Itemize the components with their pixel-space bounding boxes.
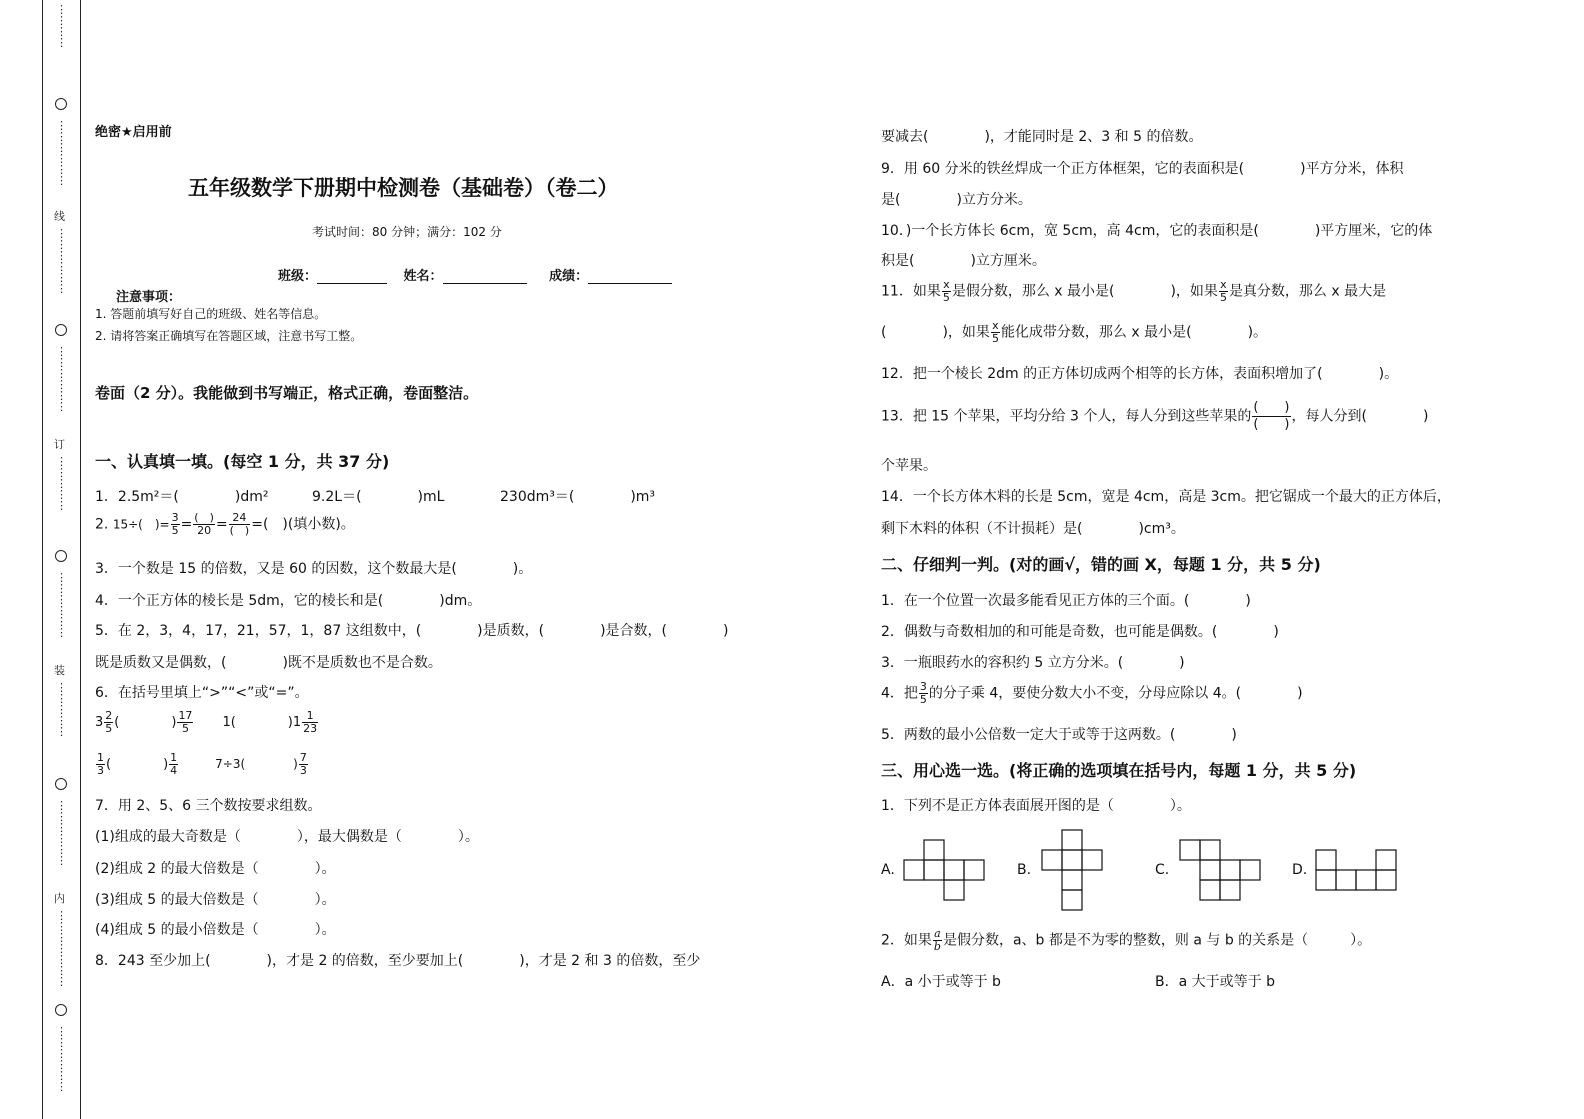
choice-2 <box>881 928 1371 953</box>
question-10b: 积是( )立方厘米。 <box>881 253 1046 269</box>
question-4: 4．一个正方体的棱长是 5dm，它的棱长和是( )dm。 <box>95 593 482 609</box>
notice-title: 注意事项： <box>116 290 182 305</box>
question-7-3: (3)组成 5 的最大倍数是（ ）。 <box>95 892 336 908</box>
q2-end: =( )(填小数)。 <box>251 516 355 533</box>
question-5b: 既是质数又是偶数，( )既不是质数也不是合数。 <box>95 655 442 671</box>
q11-text: 是真分数，那么 x 最大是 <box>1228 283 1387 300</box>
question-9a: 9．用 60 分米的铁丝焊成一个正方体框架，它的表面积是( )平方分米，体积 <box>881 161 1404 177</box>
net-d-diagram <box>1316 850 1400 892</box>
judge-2: 2．偶数与奇数相加的和可能是奇数，也可能是偶数。( ) <box>881 624 1279 640</box>
q6-fraction: $\frac{1}{23}$ <box>303 709 318 735</box>
binding-dots: ⋮ ⋮ ⋮ ⋮ <box>56 3 67 49</box>
judge-5: 5．两数的最小公倍数一定大于或等于这两数。( ) <box>881 727 1237 743</box>
section-1-title: 一、认真填一填。(每空 1 分，共 37 分) <box>95 452 390 471</box>
q6-fraction: $\frac{1}{3}$ <box>97 751 104 777</box>
question-12: 12．把一个棱长 2dm 的正方体切成两个相等的长方体，表面积增加了( )。 <box>881 366 1399 382</box>
q6-blank: ( ) <box>106 757 169 772</box>
binding-line-inner <box>80 0 81 1119</box>
choice-2-option-b[interactable]: B．a 大于或等于 b <box>1155 974 1275 990</box>
info-row <box>278 265 672 284</box>
q6-fraction: $\frac{17}{5}$ <box>178 709 193 735</box>
question-8b: 要减去( )，才能同时是 2、3 和 5 的倍数。 <box>881 129 1203 145</box>
notice-1: 1. 答题前填写好自己的班级、姓名等信息。 <box>95 307 327 321</box>
option-b-label: B. <box>1017 862 1032 878</box>
question-3: 3．一个数是 15 的倍数，又是 60 的因数，这个数最大是( )。 <box>95 561 533 577</box>
binding-dots: ⋮ ⋮ ⋮ ⋮ ⋮ ⋮ <box>56 1025 67 1093</box>
choice-1: 1．下列不是正方体表面展开图的是（ ）。 <box>881 798 1191 814</box>
q13-fraction: $\frac{( )}{( )}$ <box>1253 400 1290 432</box>
question-6: 6．在括号里填上“>”“<”或“=”。 <box>95 685 309 701</box>
q2-fraction-3: $\frac{24}{( )}$ <box>229 511 250 537</box>
binding-circle <box>55 1004 67 1016</box>
binding-circle <box>55 324 67 336</box>
q6-fraction: $\frac{7}{3}$ <box>299 751 307 777</box>
q2-equal: = <box>215 516 228 533</box>
q6-whole: 3 <box>95 715 104 730</box>
question-14a: 14．一个长方体木料的长是 5cm，宽是 4cm，高是 3cm。把它锯成一个最大的正方体后， <box>881 489 1451 505</box>
question-7: 7．用 2、5、6 三个数按要求组数。 <box>95 798 322 814</box>
binding-circle <box>55 550 67 562</box>
q2-expr: 15÷( )= <box>112 517 170 532</box>
binding-dots: ⋮ ⋮ ⋮ ⋮ ⋮ <box>56 681 67 738</box>
q2-prefix: 2. <box>95 516 113 533</box>
net-c-diagram <box>1180 840 1264 902</box>
class-field[interactable] <box>317 283 387 284</box>
name-label: 姓名： <box>403 269 443 284</box>
net-a-diagram <box>904 840 988 902</box>
q11-text: 是假分数，那么 x 最小是( )，如果 <box>951 283 1218 300</box>
q6-fraction: $\frac{1}{4}$ <box>170 751 178 777</box>
binding-dots: ⋮ ⋮ ⋮ ⋮ ⋮ ⋮ <box>56 227 67 295</box>
question-2 <box>95 512 355 537</box>
net-b-diagram <box>1042 830 1106 912</box>
option-d-label: D. <box>1292 862 1308 878</box>
q6-item: 7÷3( ) <box>215 757 298 771</box>
binding-dots: ⋮ ⋮ ⋮ ⋮ ⋮ ⋮ ⋮ <box>56 909 67 988</box>
q6-item: 1( ) <box>222 715 293 730</box>
q11-fraction: $\frac{x}{5}$ <box>991 319 999 345</box>
question-13b: 个苹果。 <box>881 458 937 474</box>
exam-info: 考试时间：80 分钟；满分：102 分 <box>312 225 502 239</box>
binding-dots: ⋮ ⋮ ⋮ ⋮ ⋮ ⋮ <box>56 571 67 639</box>
binding-dots: ⋮ ⋮ ⋮ ⋮ ⋮ ⋮ <box>56 119 67 187</box>
q11-text: 11．如果 <box>881 283 941 300</box>
binding-dots: ⋮ ⋮ ⋮ ⋮ ⋮ ⋮ <box>56 799 67 867</box>
q6-row-1 <box>95 710 319 735</box>
judge-4-fraction: $\frac{3}{5}$ <box>919 680 927 706</box>
binding-char-line: 线 <box>54 210 65 223</box>
score-field[interactable] <box>588 283 672 284</box>
judge-4-text: 的分子乘 4，要使分数大小不变，分母应除以 4。( ) <box>928 685 1303 702</box>
question-11a <box>881 279 1386 304</box>
option-a-label: A. <box>881 862 895 878</box>
question-14b: 剩下木料的体积（不计损耗）是( )cm³。 <box>881 521 1185 537</box>
q11-fraction: $\frac{x}{5}$ <box>1219 278 1227 304</box>
q2-fraction-2: $\frac{( )}{20}$ <box>194 511 214 537</box>
question-8a: 8．243 至少加上( )，才是 2 的倍数，至少要加上( )，才是 2 和 3 的倍数，至少 <box>95 953 701 969</box>
question-5a: 5．在 2，3，4，17，21，57，1，87 这组数中，( )是质数，( )是合数，( ) <box>95 623 729 639</box>
q13-text: 13．把 15 个苹果，平均分给 3 个人，每人分到这些苹果的 <box>881 408 1252 425</box>
notice-2: 2. 请将答案正确填写在答题区域，注意书写工整。 <box>95 329 363 343</box>
option-c-label: C. <box>1155 862 1170 878</box>
question-1b: 9.2L＝( )mL <box>312 489 445 505</box>
question-7-2: (2)组成 2 的最大倍数是（ ）。 <box>95 861 336 877</box>
question-11b <box>881 320 1267 345</box>
score-label: 成绩： <box>549 269 589 284</box>
binding-char-bind: 装 <box>54 664 65 677</box>
judge-1: 1．在一个位置一次最多能看见正方体的三个面。( ) <box>881 593 1251 609</box>
binding-line-outer <box>42 0 43 1119</box>
question-10a: 10．)一个长方体长 6cm，宽 5cm，高 4cm，它的表面积是( )平方厘米，它的体 <box>881 223 1433 239</box>
section-3-title: 三、用心选一选。(将正确的选项填在括号内，每题 1 分，共 5 分) <box>881 761 1357 780</box>
section-2-title: 二、仔细判一判。(对的画√，错的画 X，每题 1 分，共 5 分) <box>881 555 1321 574</box>
choice-2-option-a[interactable]: A．a 小于或等于 b <box>881 974 1001 990</box>
q6-whole: 1 <box>292 715 302 730</box>
binding-char-inner: 内 <box>54 892 65 905</box>
q6-row-2 <box>95 752 309 777</box>
q13-text: ，每人分到( ) <box>1291 408 1429 425</box>
judge-3: 3．一瓶眼药水的容积约 5 立方分米。( ) <box>881 655 1185 671</box>
q6-fraction: $\frac{2}{5}$ <box>105 709 113 735</box>
choice-2-fraction: $\frac{a}{b}$ <box>933 927 941 953</box>
binding-circle <box>55 98 67 110</box>
page-title: 五年级数学下册期中检测卷（基础卷）（卷二） <box>188 176 619 200</box>
class-label: 班级： <box>278 269 318 284</box>
binding-char-order: 订 <box>54 438 65 451</box>
question-13a <box>881 400 1428 433</box>
q11-fraction: $\frac{x}{5}$ <box>942 278 950 304</box>
question-7-4: (4)组成 5 的最小倍数是（ ）。 <box>95 922 336 938</box>
binding-dots: ⋮ ⋮ ⋮ ⋮ ⋮ <box>56 455 67 512</box>
question-7-1: (1)组成的最大奇数是（ ），最大偶数是（ ）。 <box>95 829 479 845</box>
binding-dots: ⋮ ⋮ ⋮ ⋮ ⋮ ⋮ <box>56 345 67 413</box>
q6-blank: ( ) <box>114 715 177 730</box>
neat-statement: 卷面（2 分）。我能做到书写端正，格式正确，卷面整洁。 <box>95 384 479 402</box>
q2-equal: = <box>180 516 193 533</box>
secret-label: 绝密★启用前 <box>95 125 172 140</box>
choice-2-text: 是假分数，a、b 都是不为零的整数，则 a 与 b 的关系是（ ）。 <box>942 932 1372 949</box>
name-field[interactable] <box>443 283 527 284</box>
question-1c: 230dm³＝( )m³ <box>500 489 656 505</box>
question-9b: 是( )立方分米。 <box>881 192 1032 208</box>
question-1a: 1．2.5m²＝( )dm² <box>95 489 269 505</box>
q11-text: ( )，如果 <box>881 324 990 341</box>
judge-4-text: 4．把 <box>881 685 918 702</box>
q2-fraction-1: $\frac{3}{5}$ <box>171 511 179 537</box>
judge-4 <box>881 681 1303 706</box>
choice-2-text: 2．如果 <box>881 932 932 949</box>
q11-text: 能化成带分数，那么 x 最小是( )。 <box>1000 324 1268 341</box>
binding-circle <box>55 778 67 790</box>
